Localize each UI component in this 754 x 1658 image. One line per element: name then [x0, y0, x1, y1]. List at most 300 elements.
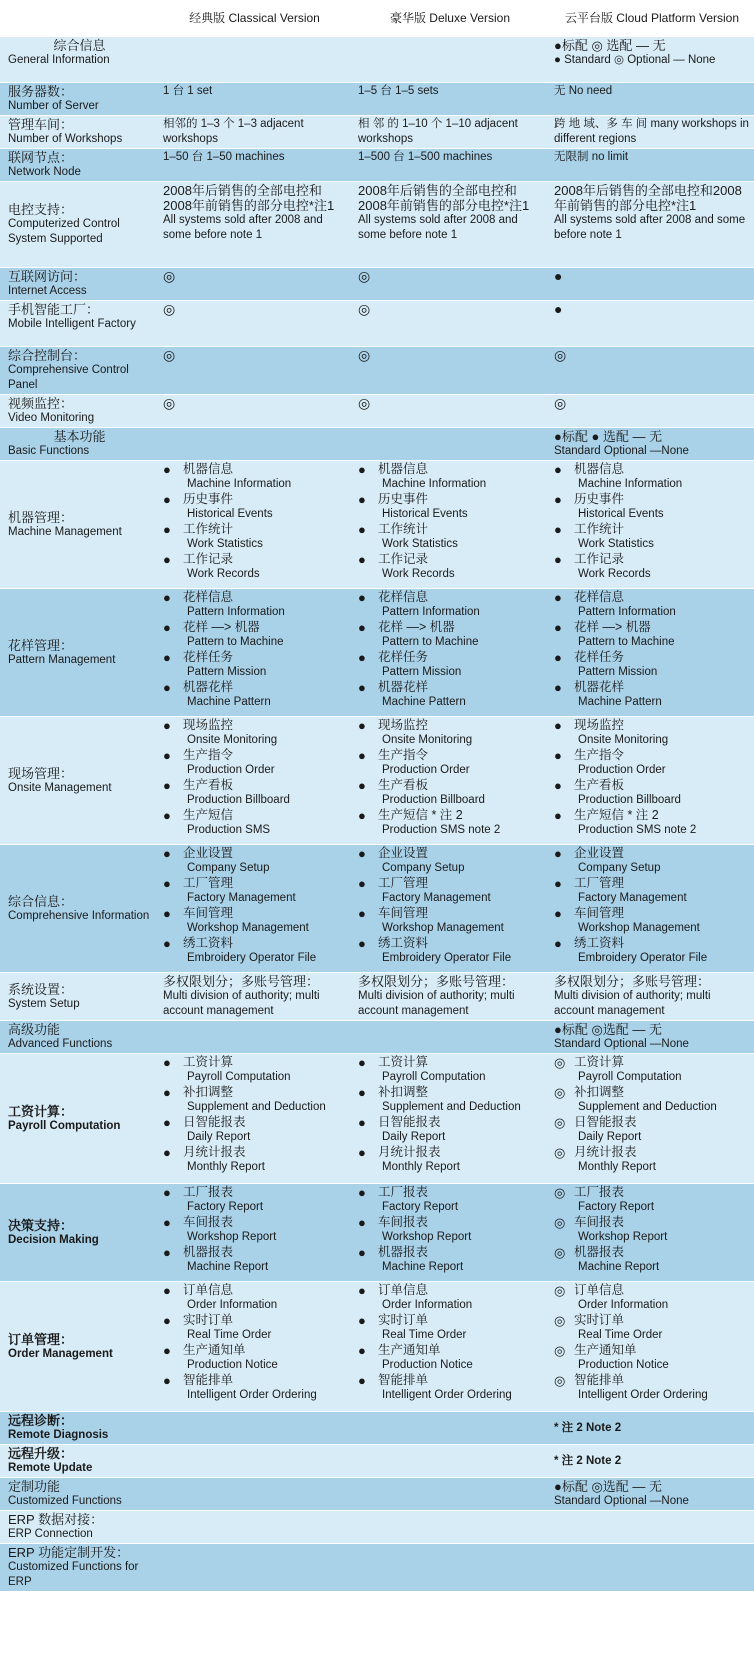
remote_upd-note: * 注 2 Note 2	[554, 1455, 622, 1467]
standard-dot-icon: ●	[358, 462, 366, 477]
legend	[546, 428, 754, 461]
standard-dot-icon: ●	[163, 462, 171, 477]
computerized-row	[0, 182, 754, 268]
feature-en: Machine Report	[382, 1261, 464, 1273]
standard-dot-icon: ●	[554, 808, 562, 823]
feature-cn: 补扣调整	[183, 1085, 234, 1099]
feature-cn: 花样信息	[378, 590, 429, 604]
feature-item	[358, 1145, 542, 1175]
feature-en: Payroll Computation	[578, 1071, 682, 1083]
feature-en: Pattern Mission	[187, 666, 267, 678]
feature-en: Production Billboard	[382, 794, 485, 806]
feature-en: Production SMS	[187, 824, 271, 836]
computerized-c2	[350, 182, 546, 268]
symbol-cell	[350, 347, 546, 395]
feature-text	[183, 1245, 268, 1275]
feature-label-en: Internet Access	[8, 285, 87, 297]
feature-en: Order Information	[382, 1299, 473, 1311]
optional-circle-icon: ◎	[358, 347, 371, 363]
order-label-en: Order Management	[8, 1347, 113, 1360]
onsite-label-cn: 现场管理：	[8, 765, 74, 781]
symbol-cell	[546, 268, 754, 301]
feature-cn: 现场监控	[183, 718, 234, 732]
comprehensive-label	[0, 845, 155, 973]
feature-item	[163, 1373, 346, 1403]
feature-item	[554, 1283, 750, 1313]
optional-circle-icon: ◎	[163, 268, 176, 284]
computerized-cn: 2008年后销售的全部电控和2008年前销售的部分电控*注1	[358, 183, 530, 213]
feature-cn: 实时订单	[183, 1313, 234, 1327]
system-en: Multi division of authority; multi account management	[163, 990, 320, 1017]
machine-label	[0, 461, 155, 589]
classical-value-text: 相邻的 1–3 个 1–3 adjacent workshops	[163, 118, 304, 145]
feature-text	[574, 1055, 682, 1085]
feature-text	[183, 1085, 326, 1115]
feature-item	[554, 492, 750, 522]
feature-item	[163, 876, 346, 906]
erp_custom-row	[0, 1544, 754, 1592]
deluxe-value-text: 1–5 台 1–5 sets	[358, 85, 439, 97]
deluxe-value	[350, 149, 546, 182]
remote_diag-label-cn: 远程诊断：	[8, 1413, 74, 1428]
feature-en: Historical Events	[187, 508, 273, 520]
feature-cn: 订单信息	[574, 1283, 625, 1297]
feature-en: Embroidery Operator File	[578, 952, 708, 964]
legend-cn: ●标配 ◎ 选配 — 无	[554, 38, 666, 53]
onsite-label-en: Onsite Management	[8, 781, 112, 794]
feature-cn: 机器报表	[574, 1245, 625, 1259]
feature-label-cn: 综合控制台：	[8, 348, 87, 363]
feature-text	[378, 876, 491, 906]
empty	[155, 37, 350, 83]
symbol-cell	[546, 301, 754, 347]
feature-text	[378, 1283, 472, 1313]
general-row-label	[0, 149, 155, 182]
feature-en: Work Records	[382, 568, 455, 580]
empty	[155, 1511, 350, 1544]
feature-cn: 现场监控	[574, 718, 625, 732]
feature-item	[358, 522, 542, 552]
feature-en: Pattern Information	[187, 606, 285, 618]
feature-text	[574, 718, 668, 748]
feature-cn: 工资计算	[574, 1055, 625, 1069]
feature-item	[358, 1245, 542, 1275]
computerized-en: All systems sold after 2008 and some before note 1	[163, 214, 323, 241]
feature-cn: 机器花样	[574, 680, 625, 694]
feature-cn: 生产通知单	[574, 1343, 637, 1357]
feature-cn: 工作记录	[378, 552, 429, 566]
feature-item	[163, 680, 346, 710]
standard-dot-icon: ●	[163, 1373, 171, 1388]
deluxe-features	[350, 1054, 546, 1184]
feature-label	[0, 347, 155, 395]
optional-circle-icon: ◎	[554, 1145, 566, 1160]
feature-item	[554, 1313, 750, 1343]
symbol-cell	[350, 301, 546, 347]
feature-label-en: Comprehensive Control Panel	[8, 364, 129, 391]
feature-en: Daily Report	[187, 1131, 251, 1143]
feature-text	[378, 936, 511, 966]
feature-item	[163, 552, 346, 582]
feature-cn: 机器报表	[378, 1245, 429, 1259]
feature-item	[554, 522, 750, 552]
feature-text	[183, 906, 309, 936]
feature-en: Daily Report	[382, 1131, 446, 1143]
standard-dot-icon: ●	[358, 1115, 366, 1130]
deluxe-features	[350, 845, 546, 973]
classical-features	[155, 589, 350, 717]
feature-en: Pattern to Machine	[578, 636, 675, 648]
comprehensive-row	[0, 845, 754, 973]
feature-en: Production Order	[187, 764, 275, 776]
empty	[350, 1511, 546, 1544]
standard-dot-icon: ●	[554, 590, 562, 605]
feature-text	[574, 1283, 668, 1313]
general-info-row	[0, 37, 754, 83]
standard-dot-icon: ●	[358, 1313, 366, 1328]
feature-en: Order Information	[187, 1299, 278, 1311]
order-label	[0, 1282, 155, 1412]
feature-cn: 智能排单	[378, 1373, 429, 1387]
legend	[546, 37, 754, 83]
feature-en: Production Notice	[187, 1359, 278, 1371]
legend-en: ● Standard ◎ Optional — None	[554, 54, 716, 66]
feature-text	[183, 1185, 263, 1215]
feature-en: Production Order	[382, 764, 470, 776]
symbol-cell	[546, 395, 754, 428]
feature-cn: 工厂报表	[574, 1185, 625, 1199]
classical-value-text: 1 台 1 set	[163, 85, 213, 97]
comprehensive-label-en: Comprehensive Information	[8, 909, 150, 922]
header-cloud	[546, 0, 754, 37]
feature-en: Monthly Report	[187, 1161, 265, 1173]
feature-label-en: Video Monitoring	[8, 412, 95, 424]
feature-item	[554, 1085, 750, 1115]
classical-features	[155, 1054, 350, 1184]
classical-features	[155, 461, 350, 589]
feature-en: Payroll Computation	[382, 1071, 486, 1083]
feature-text	[183, 620, 284, 650]
header-classical	[155, 0, 350, 37]
erp_conn-label-en: ERP Connection	[8, 1528, 93, 1540]
feature-en: Onsite Monitoring	[187, 734, 278, 746]
feature-text	[574, 492, 664, 522]
feature-cn: 历史事件	[183, 492, 234, 506]
feature-en: Monthly Report	[578, 1161, 656, 1173]
erp_custom-label-cn: ERP 功能定制开发：	[8, 1545, 130, 1560]
empty	[546, 1511, 754, 1544]
onsite-label	[0, 717, 155, 845]
feature-text	[183, 846, 269, 876]
computerized-en: All systems sold after 2008 and some before note 1	[554, 214, 746, 241]
feature-text	[574, 1185, 654, 1215]
standard-dot-icon: ●	[358, 846, 366, 861]
feature-text	[378, 1185, 458, 1215]
feature-text	[183, 680, 271, 710]
feature-cn: 历史事件	[574, 492, 625, 506]
feature-text	[574, 876, 687, 906]
feature-en: Onsite Monitoring	[578, 734, 669, 746]
feature-cn: 生产通知单	[378, 1343, 441, 1357]
feature-cn: 智能排单	[574, 1373, 625, 1387]
feature-item	[554, 718, 750, 748]
remote_diag-label	[0, 1412, 155, 1445]
standard-dot-icon: ●	[554, 778, 562, 793]
feature-item	[163, 748, 346, 778]
standard-dot-icon: ●	[163, 492, 171, 507]
feature-en: Pattern Mission	[578, 666, 658, 678]
system-setup-value	[546, 973, 754, 1021]
optional-circle-icon: ◎	[554, 1115, 566, 1130]
feature-cn: 补扣调整	[378, 1085, 429, 1099]
feature-text	[183, 748, 275, 778]
standard-dot-icon: ●	[554, 650, 562, 665]
feature-text	[574, 650, 657, 680]
feature-item	[163, 462, 346, 492]
general-row-label	[0, 83, 155, 116]
feature-cn: 企业设置	[183, 846, 234, 860]
feature-text	[378, 1145, 460, 1175]
general-info-en: General Information	[8, 54, 110, 66]
feature-en: Historical Events	[578, 508, 664, 520]
system-setup-row	[0, 973, 754, 1021]
feature-en: Workshop Report	[187, 1231, 277, 1243]
feature-item	[358, 748, 542, 778]
standard-dot-icon: ●	[163, 1215, 171, 1230]
optional-circle-icon: ◎	[358, 268, 371, 284]
remote_upd-label-cn: 远程升级：	[8, 1446, 74, 1461]
standard-dot-icon: ●	[358, 718, 366, 733]
feature-en: Onsite Monitoring	[382, 734, 473, 746]
feature-row	[0, 301, 754, 347]
standard-dot-icon: ●	[163, 808, 171, 823]
optional-circle-icon: ◎	[554, 347, 567, 363]
symbol-cell	[546, 347, 754, 395]
standard-dot-icon: ●	[554, 846, 562, 861]
standard-dot-icon: ●	[358, 1373, 366, 1388]
standard-dot-icon: ●	[554, 268, 563, 284]
empty	[350, 1021, 546, 1054]
optional-circle-icon: ◎	[358, 395, 371, 411]
feature-text	[574, 1145, 656, 1175]
feature-item	[554, 748, 750, 778]
computerized-c3	[546, 182, 754, 268]
feature-text	[574, 1373, 708, 1403]
basic-cn: 基本功能	[53, 429, 106, 444]
feature-en: Company Setup	[187, 862, 270, 874]
header-deluxe	[350, 0, 546, 37]
feature-cn: 日智能报表	[183, 1115, 246, 1129]
feature-item	[163, 1215, 346, 1245]
feature-en: Workshop Management	[187, 922, 309, 934]
general-row-label-en: Network Node	[8, 166, 81, 178]
feature-text	[574, 680, 662, 710]
feature-label-cn: 视频监控：	[8, 396, 74, 411]
standard-dot-icon: ●	[358, 590, 366, 605]
feature-item	[358, 808, 542, 838]
feature-en: Machine Pattern	[187, 696, 271, 708]
standard-dot-icon: ●	[163, 650, 171, 665]
feature-item	[358, 1343, 542, 1373]
feature-cn: 机器信息	[574, 462, 625, 476]
erp_custom-label-en: Customized Functions for ERP	[8, 1561, 139, 1588]
feature-text	[574, 748, 666, 778]
feature-item	[163, 846, 346, 876]
standard-dot-icon: ●	[358, 492, 366, 507]
feature-text	[378, 778, 485, 808]
decision-label	[0, 1184, 155, 1282]
system-setup-label	[0, 973, 155, 1021]
standard-dot-icon: ●	[163, 1145, 171, 1160]
feature-item	[358, 876, 542, 906]
feature-text	[574, 846, 660, 876]
feature-text	[183, 492, 273, 522]
feature-item	[554, 1185, 750, 1215]
payroll-row	[0, 1054, 754, 1184]
feature-item	[358, 590, 542, 620]
feature-cn: 花样 —> 机器	[183, 620, 260, 634]
feature-text	[378, 590, 480, 620]
empty	[350, 428, 546, 461]
feature-en: Pattern to Machine	[187, 636, 284, 648]
standard-dot-icon: ●	[163, 718, 171, 733]
computerized-en: All systems sold after 2008 and some before note 1	[358, 214, 518, 241]
feature-item	[163, 778, 346, 808]
feature-cn: 工厂管理	[183, 876, 234, 890]
remote_upd-label-en: Remote Update	[8, 1462, 93, 1474]
standard-dot-icon: ●	[554, 462, 562, 477]
standard-dot-icon: ●	[163, 1313, 171, 1328]
standard-dot-icon: ●	[554, 492, 562, 507]
feature-en: Factory Report	[382, 1201, 459, 1213]
header-deluxe-text: 豪华版 Deluxe Version	[389, 10, 511, 25]
feature-item	[163, 718, 346, 748]
feature-text	[574, 522, 654, 552]
feature-cn: 日智能报表	[378, 1115, 441, 1129]
standard-dot-icon: ●	[554, 936, 562, 951]
feature-item	[358, 1373, 542, 1403]
general-row-label-en: Number of Server	[8, 100, 99, 112]
feature-cn: 车间报表	[378, 1215, 429, 1229]
feature-cn: 工厂报表	[183, 1185, 234, 1199]
customized-row	[0, 1478, 754, 1511]
empty	[155, 1445, 350, 1478]
feature-cn: 花样信息	[574, 590, 625, 604]
general-row-label-cn: 服务器数：	[8, 84, 74, 99]
standard-dot-icon: ●	[554, 522, 562, 537]
standard-dot-icon: ●	[358, 650, 366, 665]
standard-dot-icon: ●	[163, 552, 171, 567]
standard-dot-icon: ●	[163, 1115, 171, 1130]
feature-item	[554, 846, 750, 876]
feature-text	[574, 1085, 717, 1115]
system-setup-value	[350, 973, 546, 1021]
feature-item	[163, 590, 346, 620]
empty	[155, 1021, 350, 1054]
standard-dot-icon: ●	[358, 808, 366, 823]
feature-en: Company Setup	[382, 862, 465, 874]
erp_conn-label-cn: ERP 数据对接：	[8, 1512, 104, 1527]
feature-en: Company Setup	[578, 862, 661, 874]
general-row-label-cn: 管理车间：	[8, 117, 74, 132]
feature-item	[554, 876, 750, 906]
cloud-value	[546, 149, 754, 182]
feature-en: Machine Report	[187, 1261, 269, 1273]
standard-dot-icon: ●	[163, 590, 171, 605]
feature-item	[358, 1283, 542, 1313]
computerized-cn: 2008年后销售的全部电控和2008年前销售的部分电控*注1	[163, 183, 335, 213]
erp_conn-label	[0, 1511, 155, 1544]
standard-dot-icon: ●	[358, 620, 366, 635]
feature-cn: 车间管理	[378, 906, 429, 920]
standard-dot-icon: ●	[358, 1215, 366, 1230]
feature-item	[554, 1215, 750, 1245]
erp_conn-row	[0, 1511, 754, 1544]
feature-cn: 工厂报表	[378, 1185, 429, 1199]
feature-cn: 生产通知单	[183, 1343, 246, 1357]
feature-item	[163, 1343, 346, 1373]
payroll-label-cn: 工资计算：	[8, 1103, 74, 1119]
feature-text	[574, 1245, 659, 1275]
empty	[350, 1478, 546, 1511]
cloud-features	[546, 717, 754, 845]
feature-en: Workshop Report	[382, 1231, 472, 1243]
feature-en: Factory Report	[578, 1201, 655, 1213]
standard-dot-icon: ●	[358, 522, 366, 537]
system-cn: 多权限划分；多账号管理：	[358, 974, 515, 989]
standard-dot-icon: ●	[358, 1245, 366, 1260]
machine-label-cn: 机器管理：	[8, 509, 74, 525]
feature-item	[163, 1245, 346, 1275]
standard-dot-icon: ●	[358, 1283, 366, 1298]
feature-cn: 机器花样	[378, 680, 429, 694]
feature-cn: 生产看板	[183, 778, 234, 792]
feature-item	[358, 1085, 542, 1115]
feature-text	[378, 808, 500, 838]
feature-item	[358, 1185, 542, 1215]
feature-en: Pattern Information	[382, 606, 480, 618]
optional-circle-icon: ◎	[554, 1283, 566, 1298]
general-info-cn: 综合信息	[53, 38, 106, 53]
empty	[350, 1412, 546, 1445]
feature-cn: 订单信息	[183, 1283, 234, 1297]
standard-dot-icon: ●	[358, 680, 366, 695]
standard-dot-icon: ●	[554, 552, 562, 567]
feature-cn: 订单信息	[378, 1283, 429, 1297]
cloud-features	[546, 461, 754, 589]
empty	[350, 1445, 546, 1478]
computerized-c1	[155, 182, 350, 268]
standard-dot-icon: ●	[358, 876, 366, 891]
feature-text	[183, 462, 291, 492]
classical-value	[155, 149, 350, 182]
advanced-cn: 高级功能	[8, 1022, 61, 1037]
remote_upd-cloud	[546, 1445, 754, 1478]
standard-dot-icon: ●	[358, 748, 366, 763]
feature-item	[554, 1055, 750, 1085]
feature-cn: 生产看板	[574, 778, 625, 792]
cloud-value-text: 无限制 no limit	[554, 151, 629, 163]
feature-item	[358, 620, 542, 650]
feature-item	[554, 650, 750, 680]
feature-en: Production Billboard	[578, 794, 681, 806]
feature-en: Real Time Order	[382, 1329, 467, 1341]
system-cn: 多权限划分；多账号管理：	[554, 974, 711, 989]
standard-dot-icon: ●	[163, 1185, 171, 1200]
standard-dot-icon: ●	[163, 1283, 171, 1298]
feature-cn: 生产看板	[378, 778, 429, 792]
feature-item	[163, 906, 346, 936]
